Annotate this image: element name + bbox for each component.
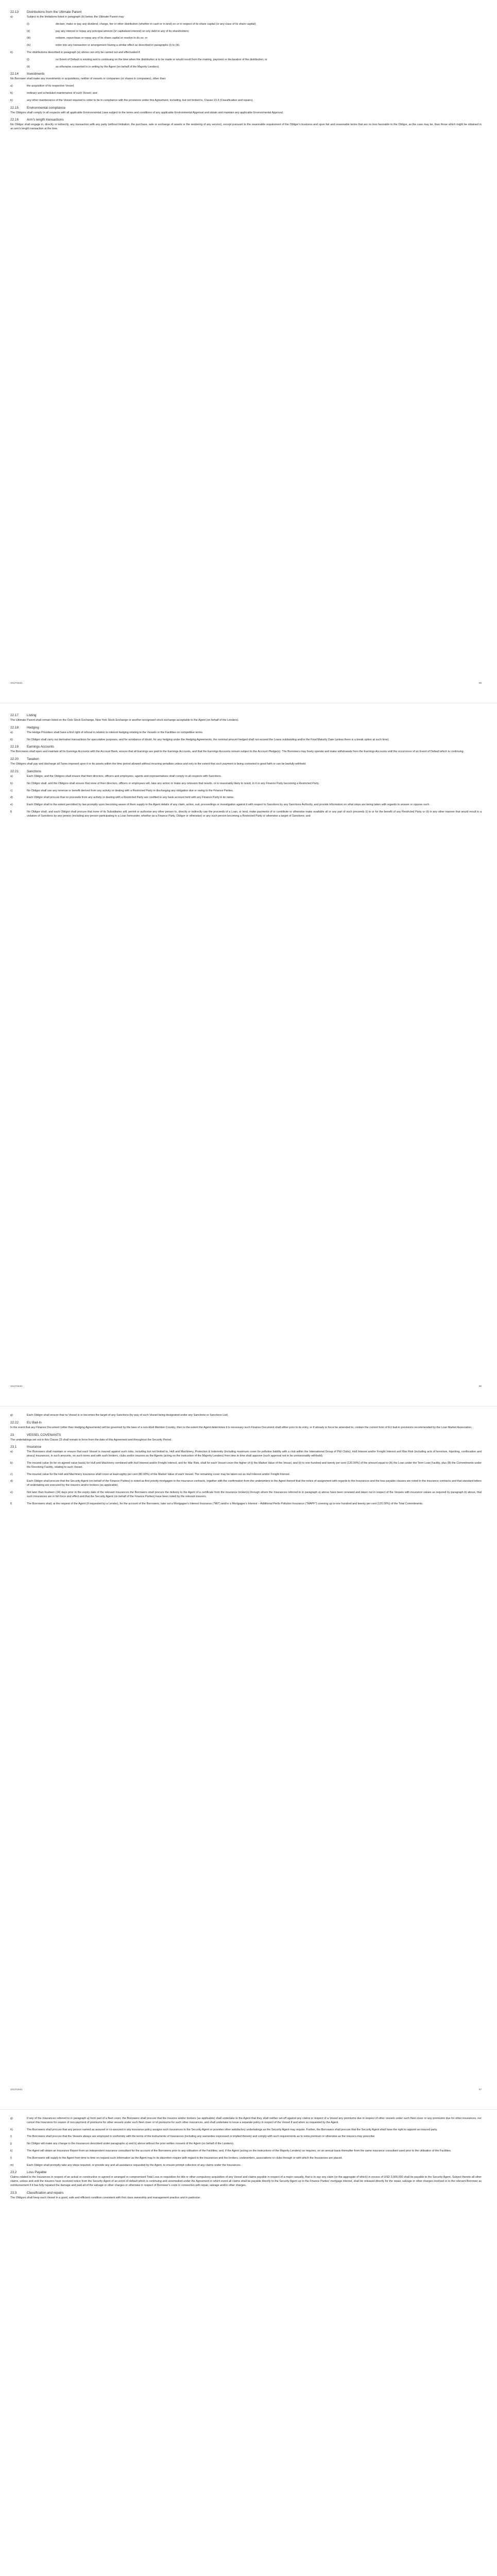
clause-label: b): [10, 50, 13, 54]
section-title: Sanctions: [27, 769, 42, 773]
clause: [10, 775, 482, 779]
document-reference: 10127164/1: [10, 2088, 23, 2091]
document-reference: 10127164/1: [10, 682, 23, 684]
paragraph: The undertakings set out in this Clause 23 shall remain in force from the date of this Agreement and throughout the Security Period.: [10, 1438, 172, 1442]
section-heading: [10, 118, 482, 122]
section-title: Investments: [27, 72, 45, 76]
clause: [10, 2128, 482, 2132]
clause-text: The insured value for the Hull and Machinery insurance shall cover at least eighty per cent (80.00%) of the Market Value of each Vessel. The remaining cover may be taken out as Hull Interest and/or Freight Interest.: [27, 1472, 290, 1476]
clause-text: any other maintenance of the Vessel required in order to be in compliance with the provisions under this Agreement, including, but not limited to, Clause 23.3 (Classification and repairs).: [27, 98, 254, 102]
clause: [10, 2157, 482, 2161]
clause-label: b): [10, 782, 13, 785]
clause-text: pay any interest or repay any principal amount (or capitalised interest) on any debt to any of its shareholders;: [56, 29, 190, 33]
clause-text: The distributions described in paragraph (a) above can only be carried out and effectuated if:: [27, 50, 141, 54]
clause-label: f): [10, 810, 12, 814]
clause-label: f): [10, 1502, 12, 1505]
page-footer: [10, 1385, 482, 1387]
clause: [10, 1491, 482, 1499]
clause: [10, 2164, 482, 2168]
clause: [10, 782, 482, 786]
section-number: 22.14: [10, 72, 19, 76]
document-page: [0, 2110, 497, 2576]
clause-text: No Obligor will make any change to the Insurances described under paragraphs a) and b) above without the prior written consent of the Agent (on behalf of the Lenders).: [27, 2142, 234, 2146]
clause-text: Each Obligor shall procure that no proceeds from any activity or dealing with a Restricted Party are credited to any bank account held with any Finance Party in its name.: [27, 796, 234, 800]
clause-text: Subject to the limitations listed in paragraph (b) below, the Ultimate Parent may:: [27, 15, 125, 19]
clause-label: (ii): [27, 65, 30, 69]
paragraph: The Obligors shall pay and discharge all Taxes imposed upon it or its assets within the time period allowed without incurring penalties unless and only to the extent that such payment is being contested in good faith or can be lawfully withheld.: [10, 762, 306, 766]
section-number: 22.21: [10, 769, 19, 773]
paragraph: In the event that any Finance Document (other than Hedging Agreements) will be governed by the laws of a non-EEA Member Country, then to the extent the Agent determines it is necessary such Finance Document shall either prior to its entry, or if already in force be amended to, contain the current form of EU bail-in provisions recommended by the Loan Market Association.: [10, 1426, 472, 1429]
clause-text: declare, make or pay any dividend, charge, fee or other distribution (whether in cash or in kind) on or in respect of its share capital (or any class of its share capital);: [56, 22, 256, 26]
section-title: Environmental compliance: [27, 106, 65, 110]
section-heading: [10, 745, 482, 749]
clause: [10, 2149, 482, 2154]
clause-label: k): [10, 2149, 13, 2153]
sub-clause: [27, 23, 482, 27]
document-page: [0, 1406, 497, 2110]
section-title: VESSEL COVENANTS: [27, 1433, 61, 1437]
clause: [10, 738, 482, 742]
paragraph: The Borrowers shall open and maintain all its Earnings Accounts with the Account Bank, ensure that all Earnings are paid to the Earnings Accounts, and that the Earnings Accounts remain subject to the Account Pledge(s). The Borrowers may freely operate and make withdrawals from the Earnings Accounts until the occurrence of an Event of Default which is continuing.: [10, 750, 465, 754]
clause-label: e): [10, 1490, 13, 1494]
clause: [10, 1462, 482, 1470]
section-heading: [10, 106, 482, 110]
section-heading: [10, 770, 482, 773]
section-title: Classification and repairs: [27, 2191, 64, 2195]
clause-label: (iv): [27, 44, 31, 47]
clause-label: i): [10, 2135, 12, 2139]
clause-label: e): [10, 803, 13, 807]
clause-label: g): [10, 1414, 13, 1417]
sub-clause: [27, 65, 482, 70]
clause: [10, 789, 482, 793]
section-number: 22.17: [10, 714, 19, 717]
section-title: Taxation: [27, 757, 39, 761]
clause: [10, 84, 482, 89]
clause-text: enter into any transaction or arrangement having a similar effect as described in paragraphs (i) to (iii).: [56, 44, 180, 47]
sub-clause: [27, 37, 482, 41]
section-title: Insurance: [27, 1445, 42, 1449]
section-title: Distributions from the Ultimate Parent: [27, 10, 82, 14]
clause-text: The Hedge Providers shall have a first right of refusal in relation to interest hedging relating to the Vessels or the Facilities on competitive terms.: [27, 731, 203, 734]
section-number: 23.2: [10, 2171, 17, 2175]
clause-label: d): [10, 1480, 13, 1483]
clause: [10, 15, 482, 20]
clause: [10, 1450, 482, 1459]
sub-clause: [27, 44, 482, 48]
document-reference: 10127164/1: [10, 1385, 23, 1387]
clause-label: a): [10, 84, 13, 88]
clause-text: The Borrowers shall procure that any person named as assured or co-assured in any insurance policy assigns such insurances to the Security Agent or provides other satisfactory undertakings as the Security Agent may require. Further, the Borrowers shall procure that the Security Agent shall have the right to appoint an insured party.: [27, 2128, 438, 2131]
page-footer: [10, 2088, 482, 2091]
clause-label: a): [10, 15, 13, 19]
clause-label: a): [10, 774, 13, 778]
clause-text: Each Obligor shall promptly take any steps required, or provide any and all assistance requested by the Agent, to ensure prompt collection of any claims under the Insurances.: [27, 2163, 242, 2167]
section-heading: [10, 1421, 482, 1425]
page-footer: [10, 682, 482, 684]
section-number: 22.16: [10, 118, 19, 122]
section-heading: [10, 2171, 482, 2174]
clause-label: a): [10, 1450, 13, 1454]
clause-text: The Agent will obtain an Insurance Report from an independent insurance consultant for the account of the Borrowers prior to any utilisation of the Facilities, and, if the Agent (acting on the instructions of the Majority Lenders) so requires, on an annual basis thereafter from the same insurance consultant used prior to the utilisation of the Facilities.: [27, 2149, 452, 2153]
section-number: 22.15: [10, 106, 19, 110]
clause-text: No Obligor shall carry out derivative transactions for speculative purposes, and for avoidance of doubt, for any hedging under the Hedging Agreements, the nominal amount hedged shall not exceed the Loans outstanding and/or the Final Maturity Date (unless there is a break option at such time).: [27, 738, 389, 741]
clause: [10, 1473, 482, 1477]
section-number: 22.18: [10, 725, 19, 730]
paragraph: The Ultimate Parent shall remain listed on the Oslo Stock Exchange, New York Stock Exchange or another recognised stock exchange acceptable to the Agent (on behalf of the Lenders).: [10, 719, 239, 722]
section-heading: [10, 714, 482, 717]
document-page: [0, 0, 497, 703]
clause-text: No Obligor shall use any revenue or benefit derived from any activity or dealing with a Restricted Party in discharging any obligation due or owing to the Finance Parties.: [27, 789, 234, 792]
clause-text: Not later than fourteen (14) days prior to the expiry date of the relevant Insurances the Borrowers shall procure the delivery to the Agent of a certificate from the insurance broker(s) through whom the Insurances referred to in paragraph a) above have been renewed and taken out in respect of the Vessels with insurance values as required by paragraph b) above, that such Insurances are in full force and effect and that the Security Agent (on behalf of the Finance Parties) have been noted by the relevant insurers.: [27, 1490, 482, 1498]
clause-label: a): [10, 731, 13, 734]
section-number: 23.1: [10, 1445, 17, 1449]
clause-text: the acquisition of its respective Vessel;: [27, 84, 75, 88]
clause-text: If any of the Insurances referred to in paragraph a) form part of a fleet cover, the Borrowers shall procure that the insurers and/or brokers (as applicable) shall undertake to the Agent that they shall neither set-off against any claims in respect of a Vessel any premiums due in respect of other vessels under such fleet cover or any premiums due for other insurances, nor cancel this Insurance for reason of non-payment of premiums for other vessels under such fleet cover or of premiums for such other insurances, and shall undertake to issue a separate policy in respect of the Vessel if and when so requested by the Agent.: [27, 2117, 482, 2124]
section-heading: [10, 726, 482, 730]
clause-label: b): [10, 98, 13, 102]
clause-label: h): [10, 2128, 13, 2131]
clause-label: b): [10, 91, 13, 95]
clause-text: as otherwise consented to in writing by the Agent (on behalf of the Majority Lenders).: [56, 65, 160, 69]
section-number: 22.19: [10, 745, 19, 749]
clause: [10, 1414, 482, 1418]
section-title: Arm's length transactions: [27, 118, 64, 122]
clause: [10, 92, 482, 96]
clause: [10, 51, 482, 55]
page-number: 87: [478, 2088, 482, 2091]
clause-text: No Obligor shall, and the Obligors shall ensure that none of their directors, officers or employees will, take any action or make any omission that results, or is reasonably likely to result, in it or any Finance Party becoming a Restricted Party.: [27, 782, 319, 785]
section-heading: [10, 757, 482, 761]
clause-text: Each Obligor shall procure that the Security Agent (on behalf of the Finance Parties) is noted as first priority mortgagee in the insurance contracts, together with the confirmation from the underwriters to the Agent thereof that the notice of assignment with regards to the Insurances and the loss payable clauses are noted in the insurance contracts and that standard letters of undertaking are executed by the insurers and/or brokers (as applicable).: [27, 1480, 482, 1487]
section-title: Loss Payable: [27, 2171, 47, 2175]
section-heading: [10, 10, 482, 14]
section-title: Listing: [27, 714, 37, 717]
section-heading: [10, 1433, 482, 1437]
clause-label: (ii): [27, 29, 30, 33]
clause-text: No Obligor shall, and each Obligor shall procure that none of its Subsidiaries will, permit or authorise any other person to, directly or indirectly use the proceeds of a Loan, or lend, make payments of or contribute or otherwise make available all or any part of such proceeds (i) to or for the benefit of any Restricted Party or (ii) in any other manner that would result in a violation of Sanctions by any person (including any person participating in a Loan hereunder, whether as a Finance Party, Obligor or otherwise) or any such person becoming a Restricted Party or otherwise a target of Sanctions; and: [27, 810, 482, 818]
clause: [10, 796, 482, 800]
page-number: 86: [478, 1385, 482, 1387]
clause: [10, 1502, 482, 1506]
section-heading: [10, 1445, 482, 1449]
paragraph: No Borrower shall make any investments or acquisitions, neither of vessels or companies (or shares in companies), other than:: [10, 77, 166, 81]
clause-text: The Borrowers shall, at the request of the Agent (if requested by a Lender), for the account of the Borrowers, take out a Mortgagee's Interest Insurance ("MII") and/or a Mortgagee's Interest – Additional Perils Pollution Insurance ("MAPP") covering up to one hundred and twenty per cent (120.00%) of the Total Commitments.: [27, 1502, 423, 1505]
section-number: 23: [10, 1433, 14, 1437]
paragraph: The Obligors shall comply in all respects with all applicable Environmental Laws subject to the terms and conditions of any applicable Environmental Approval and obtain and maintain any applicable Environmental Approval.: [10, 111, 284, 114]
clause-text: no Event of Default is existing and is continuing on the time when the distribution is to be made or would result from the making, payment or declaration of the distribution; or: [56, 58, 267, 61]
section-number: 23.3: [10, 2191, 17, 2195]
clause: [10, 731, 482, 735]
clause-text: The insured value (to be on agreed value basis) for Hull and Machinery combined with Hull Interest and/or Freight Interest, and for War Risk, shall for each Vessel cover the higher of (i) the Market Value of the Vessel, and (ii) to one hundred and twenty per cent (120.00%) of the amount equal to (A) the Loan under the Term Loan Facility, plus (B) the Commitments under the Revolving Facility, relating to such Vessel.: [27, 1461, 482, 1469]
sub-clause: [27, 30, 482, 34]
section-number: 22.20: [10, 757, 19, 761]
clause: [10, 2142, 482, 2146]
paragraph: No Obligor shall engage in, directly or indirectly, any transaction with any party (without limitation, the purchase, sale or exchange of assets or the rendering of any service), except pursuant to the reasonable requirement of the Obligor's business and upon fair and reasonable terms that are no less favorable to the Obligor, as the case may be, than those which might be obtained in an arm's length transaction at the time.: [10, 123, 482, 131]
clause-label: l): [10, 2156, 12, 2160]
clause-text: Each Obligor shall ensure that no Vessel is or becomes the target of any Sanctions (by way of such Vessel being designated under any Sanctions or Sanctions List).: [27, 1414, 229, 1417]
section-heading: [10, 2191, 482, 2195]
clause-label: b): [10, 738, 13, 741]
clause: [10, 99, 482, 103]
clause-text: redeem, repurchase or repay any of its share capital or resolve to do so; or: [56, 37, 148, 40]
clause: [10, 2135, 482, 2139]
clause-text: The Borrowers shall maintain or ensure that each Vessel is insured against such risks, including but not limited to, Hull and Machinery, Protection & Indemnity (including maximum cover for pollution liability with a club within the International Group of P&I Clubs), Hull Interest and/or Freight Interest and War Risk (including acts of terrorism, hijacking, confiscation and piracy) insurances, in such amounts, on such terms and with such brokers, clubs and/or insurers as the Agents (acting on the instruction of the Majority Lenders) from time to time shall approve (such approval not to be unreasonably withheld).: [27, 1450, 482, 1458]
clause: [10, 810, 482, 819]
section-number: 22.13: [10, 10, 19, 14]
clause: [10, 803, 482, 807]
section-title: Earnings Accounts: [27, 745, 54, 749]
clause-label: b): [10, 1461, 13, 1465]
section-title: Hedging: [27, 725, 39, 730]
clause-label: d): [10, 796, 13, 800]
page-number: 85: [478, 682, 482, 684]
clause-label: (i): [27, 22, 29, 26]
clause-label: g): [10, 2117, 13, 2120]
clause-label: c): [10, 1472, 13, 1476]
section-heading: [10, 72, 482, 76]
clause-text: Each Obligor shall to the extent permitted by law promptly upon becoming aware of them supply to the Agent details of any claim, action, suit, proceedings or investigation against it with respect to Sanctions by any Sanctions Authority, and provide information on what steps are being taken with regards to answer or oppose such.: [27, 803, 430, 807]
clause-label: m): [10, 2163, 14, 2167]
paragraph: Claims related to the Insurances in respect of an actual or constructive or agreed or arranged or compromised Total Loss or requisition for title or other compulsory acquisition of any Vessel and claims payable in respect of a major casualty, that is to say any claim (or the aggregate of which) in excess of USD 3,000,000 shall be payable to the Security Agent. Subject thereto all other claims, unless and until the insurers have received notice from the Security Agent of an event of default which is continuing and unremedied under the Agreement in which event all claims shall be payable directly to the Security Agent up to the Finance Parties' mortgage interest, shall be released directly for the repair, salvage or other charges involved or to the relevant Borrower as reimbursement if it has fully repaired the damage and paid all of the salvage or other charges or otherwise in respect of Borrower's costs in connection with repair, salvage and/or other charges.: [10, 2176, 482, 2187]
clause: [10, 2117, 482, 2125]
paragraph: The Obligors shall keep each Vessel in a good, safe and efficient condition consistent with first class ownership and management practice and in particular:: [10, 2196, 201, 2199]
clause-text: ordinary and scheduled maintenance of such Vessel; and: [27, 91, 97, 95]
sub-clause: [27, 58, 482, 62]
clause-label: (i): [27, 58, 29, 61]
document-page: [0, 703, 497, 1406]
clause-text: The Borrowers will supply to the Agent from time to time on request such information as the Agent may in its discretion require with regard to the Insurances and the brokers, underwriters, associations or clubs through or with which the Insurances are placed.: [27, 2156, 343, 2160]
clause-text: The Borrowers shall procure that the Vessels always are employed in conformity with the terms of the instruments of Insurances (including any warranties expressed or implied therein) and comply with such requirements as to extra premium or otherwise as the insurers may prescribe.: [27, 2135, 375, 2139]
section-number: 22.22: [10, 1420, 19, 1425]
clause-label: c): [10, 789, 13, 792]
clause-label: (iii): [27, 37, 31, 40]
clause: [10, 1480, 482, 1488]
clause-label: j): [10, 2142, 12, 2146]
clause-text: Each Obligor, and the Obligors shall ensure that their directors, officers and employees, agents and representatives shall comply in all respects with Sanctions.: [27, 774, 222, 778]
section-title: EU Bail-In: [27, 1420, 42, 1425]
